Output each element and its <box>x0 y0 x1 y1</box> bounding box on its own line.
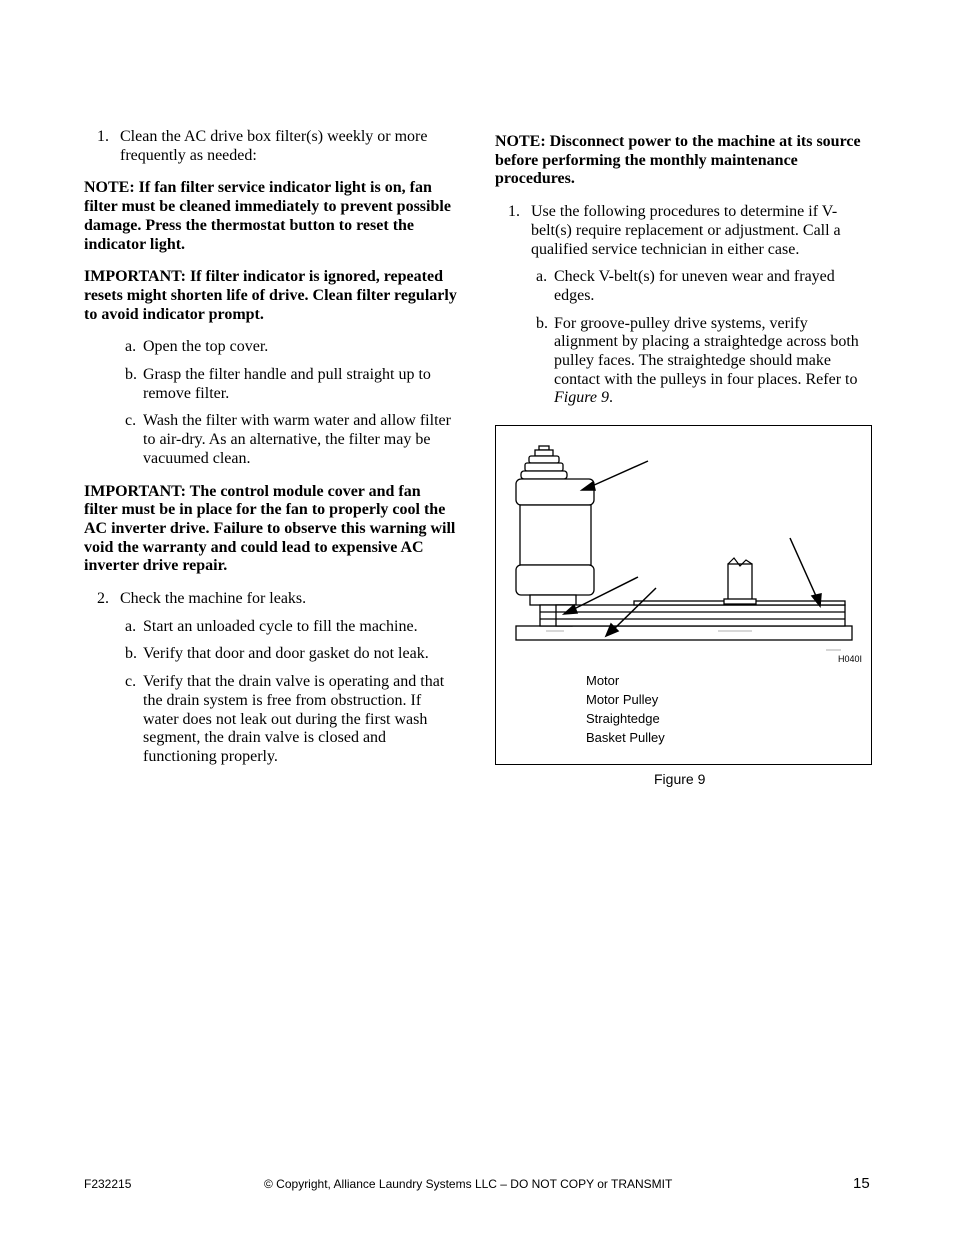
substep-letter: a. <box>536 268 548 286</box>
substep-text: Check V-belt(s) for uneven wear and frayed edges. <box>554 268 835 304</box>
step-text: Check the machine for leaks. <box>120 590 307 608</box>
step-2-check-leaks <box>97 590 458 609</box>
substep-a <box>125 338 458 357</box>
substep-letter: b. <box>125 366 137 384</box>
step-number: 1. <box>508 203 520 221</box>
motor-bottom-band <box>516 565 594 595</box>
substep-c <box>125 412 458 468</box>
step-number: 2. <box>97 590 109 608</box>
important-control-module-cover: IMPORTANT: The control module cover and fan filter must be in place for the fan to properly cool the AC inverter drive. Failure to observe this warning will void the warranty and could lead to expensive AC inverter drive repair. <box>84 482 456 575</box>
belt-substep-a <box>536 268 872 305</box>
substep-text: Verify that door and door gasket do not leak. <box>143 645 429 663</box>
legend-basket-pulley: Basket Pulley <box>586 730 665 745</box>
machine-base <box>516 626 852 640</box>
figure-9-box <box>495 425 872 765</box>
substep-letter: c. <box>125 673 137 691</box>
substep-letter: a. <box>125 617 137 635</box>
substep-body: For groove-pulley drive systems, verify alignment by placing a straightedge across both pulley faces. The straightedge should make contact with the pulleys in four places. Refer to <box>554 314 859 388</box>
substep-text: Wash the filter with warm water and allow filter to air-dry. As an alternative, the filter may be vacuumed clean. <box>143 412 451 467</box>
substep-text: Verify that the drain valve is operating and that the drain system is free from obstruction. If water does not leak out during the first wash segment, the drain valve is closed and functioning properly. <box>143 673 445 765</box>
arrow-basket-pulley <box>790 538 816 596</box>
figure-legend <box>586 671 665 747</box>
substep-text <box>554 315 872 409</box>
pulley-alignment-diagram <box>496 426 871 666</box>
page-number: 15 <box>853 1175 870 1192</box>
leak-substep-c <box>125 673 458 767</box>
legend-motor-pulley: Motor Pulley <box>586 692 659 707</box>
left-column <box>84 128 458 767</box>
motor-body <box>520 505 591 565</box>
substep-letter: b. <box>125 645 137 663</box>
step-1-clean-filter <box>97 128 458 165</box>
substep-text: Open the top cover. <box>143 338 269 356</box>
basket-shaft <box>728 564 752 601</box>
arrow-motor <box>592 461 648 486</box>
right-column <box>495 133 872 408</box>
figure-reference: Figure 9 <box>554 389 609 407</box>
substep-b <box>125 366 458 403</box>
important-filter-indicator: IMPORTANT: If filter indicator is ignored, repeated resets might shorten life of drive. Clean filter regularly to avoid indicator prompt. <box>84 268 457 323</box>
leak-substep-b <box>125 645 458 664</box>
leak-substep-a <box>125 618 458 637</box>
substep-letter: c. <box>125 412 137 430</box>
substep-text: Start an unloaded cycle to fill the machine. <box>143 617 418 635</box>
note-fan-filter: NOTE: If fan filter service indicator light is on, fan filter must be cleaned immediately to prevent possible damage. Press the thermostat button to reset the indicator light. <box>84 179 451 253</box>
step-number: 1. <box>97 128 109 145</box>
substep-end: . <box>608 389 613 407</box>
legend-motor: Motor <box>586 673 620 688</box>
motor-top-band <box>516 479 594 505</box>
step-text: Clean the AC drive box filter(s) weekly or more frequently as needed: <box>120 128 428 164</box>
figure-code: H040I <box>838 654 863 664</box>
note-disconnect-power: NOTE: Disconnect power to the machine at its source before performing the monthly maintenance procedures. <box>495 133 861 188</box>
belt-substep-b <box>536 315 872 409</box>
substep-text: Grasp the filter handle and pull straight up to remove filter. <box>143 366 431 402</box>
substep-letter: b. <box>536 314 548 332</box>
step-text: Use the following procedures to determine if V-belt(s) require replacement or adjustment. Call a qualified service technician in either case. <box>531 203 841 258</box>
footer-doc-number: F232215 <box>84 1177 132 1191</box>
step-1-vbelt <box>508 203 872 259</box>
substep-letter: a. <box>125 338 137 356</box>
footer-copyright: © Copyright, Alliance Laundry Systems LLC – DO NOT COPY or TRANSMIT <box>264 1177 673 1191</box>
v-belt <box>556 605 845 626</box>
legend-straightedge: Straightedge <box>586 711 660 726</box>
figure-caption: Figure 9 <box>654 771 706 787</box>
